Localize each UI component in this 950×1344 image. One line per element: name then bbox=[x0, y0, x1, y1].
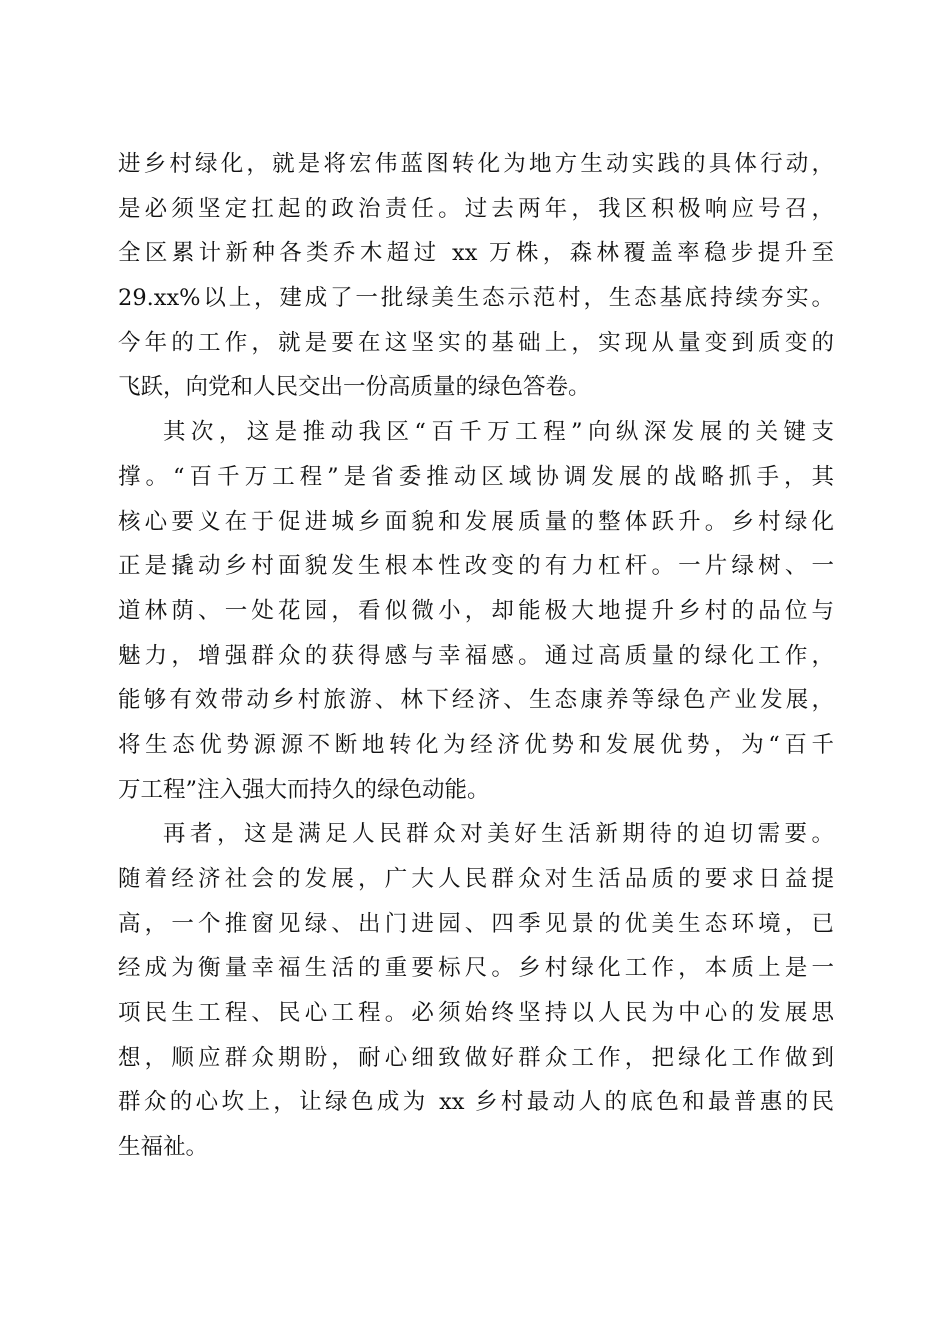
text-line: 核心要义在于促进城乡面貌和发展质量的整体跃升。乡村绿化 bbox=[118, 508, 834, 535]
text-line: 正是撬动乡村面貌发生根本性改变的有力杠杆。一片绿树、一 bbox=[118, 553, 834, 580]
text-line: 道林荫、一处花园，看似微小，却能极大地提升乡村的品位与 bbox=[118, 597, 834, 624]
paragraph-1 bbox=[118, 142, 834, 410]
text-line: 今年的工作，就是要在这坚实的基础上，实现从量变到质变的 bbox=[118, 329, 834, 356]
text-line: 万工程”注入强大而持久的绿色动能。 bbox=[118, 776, 490, 803]
text-line: 全区累计新种各类乔木超过 xx 万株，森林覆盖率稳步提升至 bbox=[118, 240, 834, 267]
text-line: 经成为衡量幸福生活的重要标尺。乡村绿化工作，本质上是一 bbox=[118, 955, 834, 982]
text-line: 随着经济社会的发展，广大人民群众对生活品质的要求日益提 bbox=[118, 866, 834, 892]
text-line: 29.xx%以上，建成了一批绿美生态示范村，生态基底持续夯实。 bbox=[118, 285, 834, 312]
text-line: 魅力，增强群众的获得感与幸福感。通过高质量的绿化工作， bbox=[118, 642, 834, 669]
document-body bbox=[118, 142, 834, 1170]
text-line: 项民生工程、民心工程。必须始终坚持以人民为中心的发展思 bbox=[118, 1000, 834, 1027]
text-line: 是必须坚定扛起的政治责任。过去两年，我区积极响应号召， bbox=[118, 195, 834, 222]
text-line: 高，一个推窗见绿、出门进园、四季见景的优美生态环境，已 bbox=[118, 910, 834, 937]
text-line: 再者，这是满足人民群众对美好生活新期待的迫切需要。 bbox=[163, 821, 834, 848]
text-line: 撑。“百千万工程”是省委推动区域协调发展的战略抓手，其 bbox=[118, 463, 834, 490]
paragraph-2 bbox=[118, 410, 834, 812]
text-line: 群众的心坎上，让绿色成为 xx 乡村最动人的底色和最普惠的民 bbox=[118, 1089, 834, 1116]
text-line: 生福祉。 bbox=[118, 1134, 209, 1161]
text-line: 将生态优势源源不断地转化为经济优势和发展优势，为“百千 bbox=[118, 731, 834, 758]
text-line: 其次，这是推动我区“百千万工程”向纵深发展的关键支 bbox=[163, 419, 834, 446]
text-line: 想，顺应群众期盼，耐心细致做好群众工作，把绿化工作做到 bbox=[118, 1044, 834, 1071]
text-line: 进乡村绿化，就是将宏伟蓝图转化为地方生动实践的具体行动， bbox=[118, 151, 834, 177]
text-line: 飞跃，向党和人民交出一份高质量的绿色答卷。 bbox=[118, 374, 591, 401]
paragraph-3 bbox=[118, 812, 834, 1170]
text-line: 能够有效带动乡村旅游、林下经济、生态康养等绿色产业发展， bbox=[118, 687, 834, 714]
